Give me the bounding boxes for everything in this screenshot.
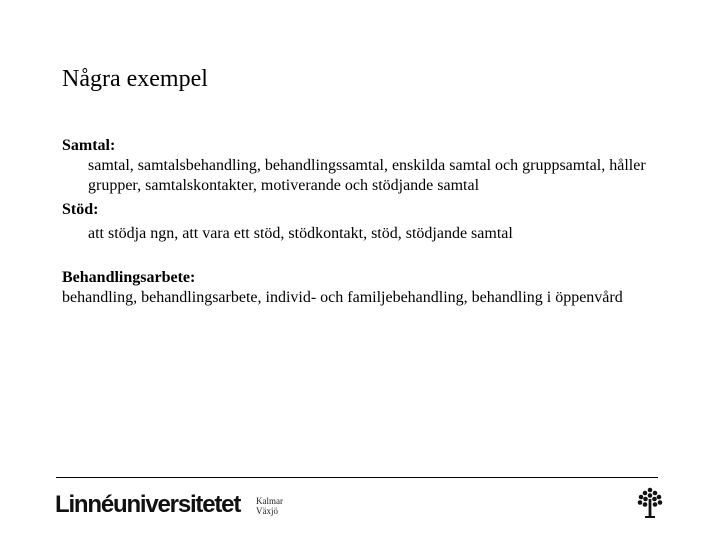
section-text-behandlingsarbete: behandling, behandlingsarbete, individ- och familjebehandling, behandling i öppenvård bbox=[62, 289, 623, 306]
section-heading-behandlingsarbete: Behandlingsarbete: bbox=[62, 269, 196, 286]
section-heading-stod: Stöd: bbox=[62, 201, 99, 218]
footer-brand-logo: Linnéuniversitetet bbox=[55, 491, 241, 518]
footer-city-kalmar: Kalmar bbox=[256, 496, 283, 506]
slide-body bbox=[62, 136, 662, 308]
section-heading-samtal: Samtal: bbox=[62, 137, 116, 154]
footer-divider bbox=[56, 477, 658, 478]
footer-city-vaxjo: Växjö bbox=[256, 506, 278, 516]
tree-icon bbox=[635, 487, 665, 519]
footer-cities bbox=[256, 496, 283, 516]
slide-title: Några exempel bbox=[62, 66, 208, 92]
section-text-samtal: samtal, samtalsbehandling, behandlingssamtal, enskilda samtal och gruppsamtal, håller grupper, samtalskontakter, motiverande och stödjande samtal bbox=[88, 157, 646, 194]
section-text-stod: att stödja ngn, att vara ett stöd, stödkontakt, stöd, stödjande samtal bbox=[88, 225, 513, 242]
